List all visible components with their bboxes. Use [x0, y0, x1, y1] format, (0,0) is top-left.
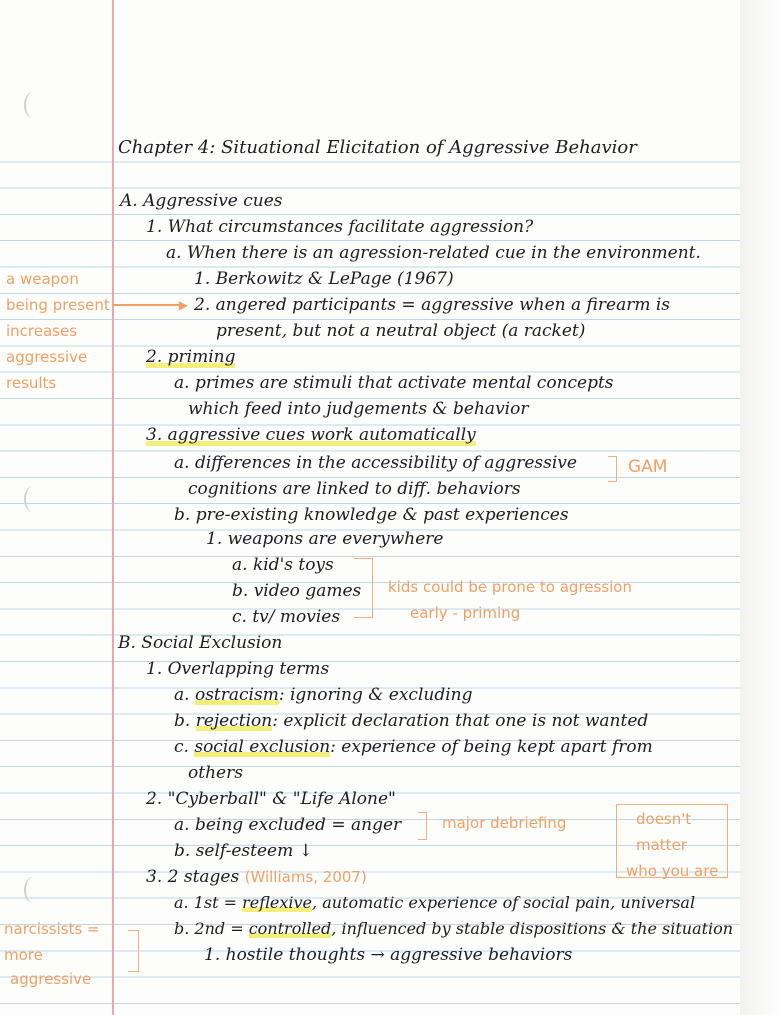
annotation-kids: kids could be prone to agression	[388, 578, 632, 596]
annotation-williams: (Williams, 2007)	[244, 868, 367, 886]
note-line: a. When there is an agression-related cue in the environment.	[166, 243, 701, 263]
note-line: 2. "Cyberball" & "Life Alone"	[146, 789, 396, 809]
note-line: a. differences in the accessibility of aggressive	[174, 453, 577, 473]
note-text: , influenced by stable dispositions & the situation	[331, 919, 734, 938]
note-line: others	[188, 763, 243, 783]
note-line: which feed into judgements & behavior	[188, 399, 529, 419]
note-line: 2. angered participants = aggressive when a firearm is	[194, 295, 671, 315]
note-line	[146, 866, 367, 888]
punch-hole	[24, 92, 42, 118]
bracket	[608, 456, 617, 482]
term-rejection: rejection	[195, 711, 273, 731]
margin-note-weapon: aggressive	[6, 348, 88, 366]
heading-priming: 2. priming	[146, 347, 236, 367]
note-line: 1. weapons are everywhere	[206, 529, 444, 549]
note-text: b. 2nd =	[174, 919, 249, 938]
bracket	[128, 930, 139, 972]
annotation-doesnt-matter: matter	[636, 836, 687, 854]
margin-note-narcissists: aggressive	[10, 970, 92, 988]
punch-hole	[24, 877, 42, 903]
note-text: : experience of being kept apart from	[330, 737, 653, 757]
note-text: : explicit declaration that one is not wanted	[272, 711, 649, 731]
note-line: b. rejection: explicit declaration that one is not wanted	[174, 711, 649, 731]
heading-automatic-cues: 3. aggressive cues work automatically	[146, 425, 476, 445]
note-line: a. ostracism: ignoring & excluding	[174, 685, 473, 705]
note-line: b. self-esteem ↓	[174, 841, 313, 861]
paper-header-area	[0, 0, 784, 136]
arrow-icon: ▶	[112, 298, 192, 310]
margin-note-narcissists: more	[4, 946, 43, 964]
annotation-debriefing: major debriefing	[442, 814, 567, 832]
punch-hole	[24, 486, 42, 512]
note-line: present, but not a neutral object (a racket)	[216, 321, 586, 341]
note-line: a. being excluded = anger	[174, 815, 402, 835]
note-text: : ignoring & excluding	[278, 685, 473, 705]
heading-aggressive-cues: A. Aggressive cues	[120, 191, 283, 211]
margin-note-weapon: increases	[6, 322, 78, 340]
bracket	[418, 812, 427, 840]
note-line: 1. Berkowitz & LePage (1967)	[194, 269, 454, 289]
margin-note-weapon: a weapon	[6, 270, 79, 288]
margin-note-weapon: results	[6, 374, 57, 392]
annotation-doesnt-matter: doesn't	[636, 810, 692, 828]
note-line: 1. Overlapping terms	[146, 659, 330, 679]
bracket	[354, 558, 373, 618]
margin-line	[112, 0, 114, 1015]
heading-social-exclusion: B. Social Exclusion	[118, 633, 283, 653]
note-text: a. 1st =	[174, 893, 243, 912]
term-social-exclusion: social exclusion	[194, 737, 331, 757]
annotation-gam: GAM	[628, 457, 668, 477]
note-line: a. primes are stimuli that activate mental concepts	[174, 373, 614, 393]
annotation-doesnt-matter: who you are	[626, 862, 719, 880]
term-reflexive: reflexive	[242, 893, 313, 912]
note-line: a. kid's toys	[232, 555, 334, 575]
margin-note-narcissists: narcissists =	[4, 920, 100, 938]
note-text: , automatic experience of social pain, universal	[312, 893, 696, 912]
term-controlled: controlled	[248, 919, 332, 938]
term-ostracism: ostracism	[194, 685, 279, 705]
note-line: b. video games	[232, 581, 362, 601]
note-line	[174, 892, 695, 914]
note-line: c. social exclusion: experience of being kept apart from	[174, 737, 653, 757]
note-line: 1. What circumstances facilitate aggression?	[146, 217, 534, 237]
note-line: b. pre-existing knowledge & past experiences	[174, 505, 569, 525]
note-line: 1. hostile thoughts → aggressive behaviors	[204, 945, 573, 965]
margin-note-weapon: being present	[6, 296, 110, 314]
page-title: Chapter 4: Situational Elicitation of Aggressive Behavior	[118, 137, 637, 158]
paper-edge	[740, 0, 784, 1015]
note-line: c. tv/ movies	[232, 607, 341, 627]
note-line	[174, 918, 733, 940]
note-line: cognitions are linked to diff. behaviors	[188, 479, 521, 499]
annotation-kids: early - priming	[410, 604, 521, 622]
note-text: 3. 2 stages	[146, 867, 240, 887]
